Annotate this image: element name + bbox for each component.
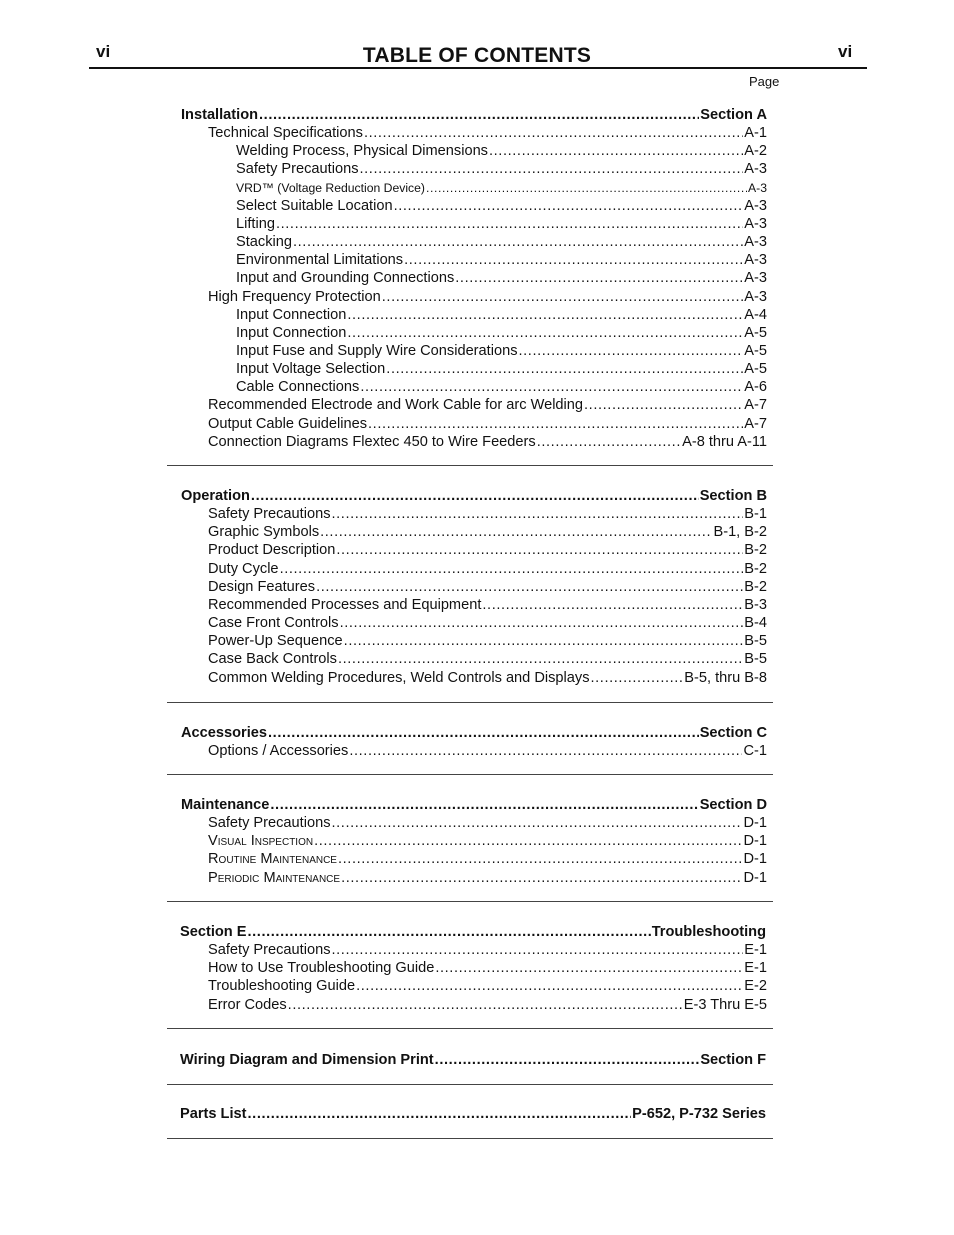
dot-leader	[344, 632, 744, 650]
dot-leader	[270, 796, 698, 814]
toc-entry	[208, 124, 767, 142]
entry-title: Visual Inspection	[208, 833, 314, 850]
dot-leader	[248, 923, 651, 941]
section-divider	[167, 1138, 773, 1139]
dot-leader	[251, 487, 699, 505]
entry-title: Safety Precautions	[236, 161, 359, 178]
entry-title: Connection Diagrams Flextec 450 to Wire Feeders	[208, 433, 536, 450]
toc-entry	[208, 742, 767, 760]
entry-page: D-1	[743, 851, 767, 868]
entry-page: B-3	[744, 596, 767, 613]
dot-leader	[382, 288, 744, 306]
toc-entry	[208, 614, 767, 632]
entry-page: A-3	[744, 197, 767, 214]
dot-leader	[519, 342, 744, 360]
dot-leader	[276, 215, 743, 233]
entry-title: Stacking	[236, 234, 292, 251]
toc-entry	[236, 233, 767, 251]
page-title: TABLE OF CONTENTS	[362, 44, 592, 67]
dot-leader	[435, 959, 743, 977]
toc-entry	[208, 941, 767, 959]
entry-page: A-4	[744, 306, 767, 323]
entry-title: Case Back Controls	[208, 651, 337, 668]
entry-title: VRD™ (Voltage Reduction Device)	[236, 180, 425, 195]
entry-title: Input Connection	[236, 306, 347, 323]
entry-page: A-5	[744, 361, 767, 378]
dot-leader	[280, 560, 744, 578]
entry-title: Select Suitable Location	[236, 197, 393, 214]
dot-leader	[332, 814, 743, 832]
toc-section-heading	[180, 1051, 766, 1069]
entry-title: Case Front Controls	[208, 615, 339, 632]
dot-leader	[455, 269, 743, 287]
toc-entry	[208, 596, 767, 614]
dot-leader	[332, 505, 744, 523]
dot-leader	[394, 197, 744, 215]
dot-leader	[356, 977, 743, 995]
entry-page: D-1	[743, 815, 767, 832]
dot-leader	[332, 941, 744, 959]
section-title: Maintenance	[181, 797, 270, 813]
section-page: Troubleshooting	[651, 924, 766, 940]
entry-title: Common Welding Procedures, Weld Controls and Displays	[208, 669, 590, 686]
entry-page: B-5, thru B-8	[684, 669, 767, 686]
entry-page: B-2	[744, 560, 767, 577]
dot-leader	[320, 523, 712, 541]
toc-section-heading	[181, 724, 767, 742]
entry-page: B-5	[744, 651, 767, 668]
entry-title: Routine Maintenance	[208, 851, 337, 868]
dot-leader	[435, 1051, 700, 1069]
toc-entry	[208, 850, 767, 868]
toc-entry	[236, 324, 767, 342]
toc-entry	[236, 251, 767, 269]
dot-leader	[341, 869, 742, 887]
entry-title: Periodic Maintenance	[208, 869, 341, 886]
entry-page: A-3	[744, 215, 767, 232]
entry-title: Input Voltage Selection	[236, 361, 386, 378]
dot-leader	[489, 142, 743, 160]
entry-page: A-8 thru A-11	[682, 433, 767, 450]
entry-page: A-3	[748, 180, 767, 195]
section-page: Section C	[699, 725, 767, 741]
entry-page: B-1	[744, 506, 767, 523]
entry-title: Safety Precautions	[208, 815, 331, 832]
entry-title: Input Fuse and Supply Wire Considerations	[236, 342, 518, 359]
toc-entry	[208, 650, 767, 668]
dot-leader	[259, 106, 699, 124]
entry-page: D-1	[743, 833, 767, 850]
entry-page: B-2	[744, 542, 767, 559]
toc-entry	[236, 179, 767, 197]
section-page: Section D	[699, 797, 767, 813]
section-title: Wiring Diagram and Dimension Print	[180, 1052, 434, 1068]
page-column-label: Page	[749, 74, 780, 89]
entry-page: B-5	[744, 633, 767, 650]
dot-leader	[293, 233, 743, 251]
toc-entry	[208, 669, 767, 687]
entry-title: Safety Precautions	[208, 942, 331, 959]
section-divider	[167, 465, 773, 466]
section-page: P-652, P-732 Series	[632, 1106, 766, 1122]
dot-leader	[584, 396, 743, 414]
entry-page: B-4	[744, 615, 767, 632]
dot-leader	[349, 742, 742, 760]
toc-section-heading	[181, 796, 767, 814]
toc-entry	[236, 306, 767, 324]
entry-page: C-1	[743, 743, 767, 760]
entry-title: How to Use Troubleshooting Guide	[208, 960, 435, 977]
entry-title: Input Connection	[236, 324, 347, 341]
toc-entry	[208, 560, 767, 578]
entry-page: A-3	[744, 234, 767, 251]
dot-leader	[482, 596, 743, 614]
entry-title: Environmental Limitations	[236, 252, 404, 269]
section-title: Accessories	[181, 725, 268, 741]
entry-page: A-7	[744, 415, 767, 432]
entry-title: Options / Accessories	[208, 743, 349, 760]
section-page: Section A	[700, 107, 767, 123]
entry-title: Power-Up Sequence	[208, 633, 343, 650]
entry-page: E-3 Thru E-5	[683, 996, 767, 1013]
toc-entry	[208, 288, 767, 306]
dot-leader	[268, 724, 699, 742]
toc-entry	[208, 959, 767, 977]
entry-page: E-1	[744, 942, 767, 959]
dot-leader	[426, 179, 747, 197]
entry-page: A-2	[744, 143, 767, 160]
toc-section-heading	[181, 487, 767, 505]
section-title: Operation	[181, 488, 250, 504]
toc-entry	[208, 433, 767, 451]
dot-leader	[360, 160, 744, 178]
toc-entry	[208, 814, 767, 832]
section-divider	[167, 702, 773, 703]
toc-entry	[236, 160, 767, 178]
header-rule	[89, 67, 867, 69]
entry-page: E-1	[744, 960, 767, 977]
toc-section-heading	[180, 923, 766, 941]
section-page: Section F	[700, 1052, 766, 1068]
entry-title: Safety Precautions	[208, 506, 331, 523]
entry-title: Duty Cycle	[208, 560, 279, 577]
section-divider	[167, 901, 773, 902]
entry-title: Graphic Symbols	[208, 524, 320, 541]
dot-leader	[364, 124, 743, 142]
entry-page: D-1	[743, 869, 767, 886]
entry-page: A-3	[744, 270, 767, 287]
dot-leader	[386, 360, 743, 378]
entry-page: A-5	[744, 342, 767, 359]
toc-section-heading	[180, 1105, 766, 1123]
entry-page: A-6	[744, 379, 767, 396]
toc-entry	[208, 869, 767, 887]
dot-leader	[288, 996, 683, 1014]
toc-entry	[236, 360, 767, 378]
entry-title: Error Codes	[208, 996, 287, 1013]
section-divider	[167, 1028, 773, 1029]
entry-title: Recommended Electrode and Work Cable for arc Welding	[208, 397, 584, 414]
entry-page: A-3	[744, 252, 767, 269]
toc-entry	[208, 996, 767, 1014]
entry-title: Design Features	[208, 578, 316, 595]
toc-entry	[236, 215, 767, 233]
dot-leader	[404, 251, 743, 269]
entry-page: E-2	[744, 978, 767, 995]
entry-title: Output Cable Guidelines	[208, 415, 368, 432]
entry-title: Troubleshooting Guide	[208, 978, 356, 995]
entry-title: Technical Specifications	[208, 125, 363, 142]
dot-leader	[338, 650, 743, 668]
toc-entry	[208, 505, 767, 523]
dot-leader	[248, 1105, 632, 1123]
entry-title: Recommended Processes and Equipment	[208, 596, 482, 613]
toc-entry	[208, 977, 767, 995]
toc-entry	[208, 523, 767, 541]
toc-entry	[208, 541, 767, 559]
entry-title: Welding Process, Physical Dimensions	[236, 143, 488, 160]
entry-page: A-1	[744, 125, 767, 142]
entry-title: Input and Grounding Connections	[236, 270, 455, 287]
toc-entry	[208, 396, 767, 414]
entry-page: B-1, B-2	[713, 524, 767, 541]
toc-entry	[236, 342, 767, 360]
entry-page: B-2	[744, 578, 767, 595]
dot-leader	[537, 433, 681, 451]
toc-entry	[208, 632, 767, 650]
section-title: Section E	[180, 924, 247, 940]
section-divider	[167, 1084, 773, 1085]
dot-leader	[347, 306, 743, 324]
section-divider	[167, 774, 773, 775]
toc-entry	[208, 578, 767, 596]
page-number-right: vi	[838, 42, 853, 61]
dot-leader	[347, 324, 743, 342]
toc-entry	[236, 197, 767, 215]
dot-leader	[368, 415, 743, 433]
dot-leader	[314, 832, 742, 850]
section-page: Section B	[699, 488, 767, 504]
toc-entry	[236, 378, 767, 396]
toc-entry	[208, 832, 767, 850]
entry-page: A-5	[744, 324, 767, 341]
entry-title: Lifting	[236, 215, 275, 232]
toc-section-heading	[181, 106, 767, 124]
toc-entry	[208, 415, 767, 433]
section-title: Parts List	[180, 1106, 247, 1122]
page-number-left: vi	[96, 42, 111, 61]
entry-page: A-3	[744, 288, 767, 305]
entry-title: Cable Connections	[236, 379, 360, 396]
entry-title: High Frequency Protection	[208, 288, 381, 305]
dot-leader	[591, 669, 684, 687]
dot-leader	[360, 378, 743, 396]
entry-page: A-3	[744, 161, 767, 178]
dot-leader	[336, 541, 743, 559]
dot-leader	[316, 578, 743, 596]
dot-leader	[340, 614, 744, 632]
toc-entry	[236, 142, 767, 160]
entry-page: A-7	[744, 397, 767, 414]
toc-entry	[236, 269, 767, 287]
entry-title: Product Description	[208, 542, 336, 559]
dot-leader	[338, 850, 743, 868]
section-title: Installation	[181, 107, 259, 123]
